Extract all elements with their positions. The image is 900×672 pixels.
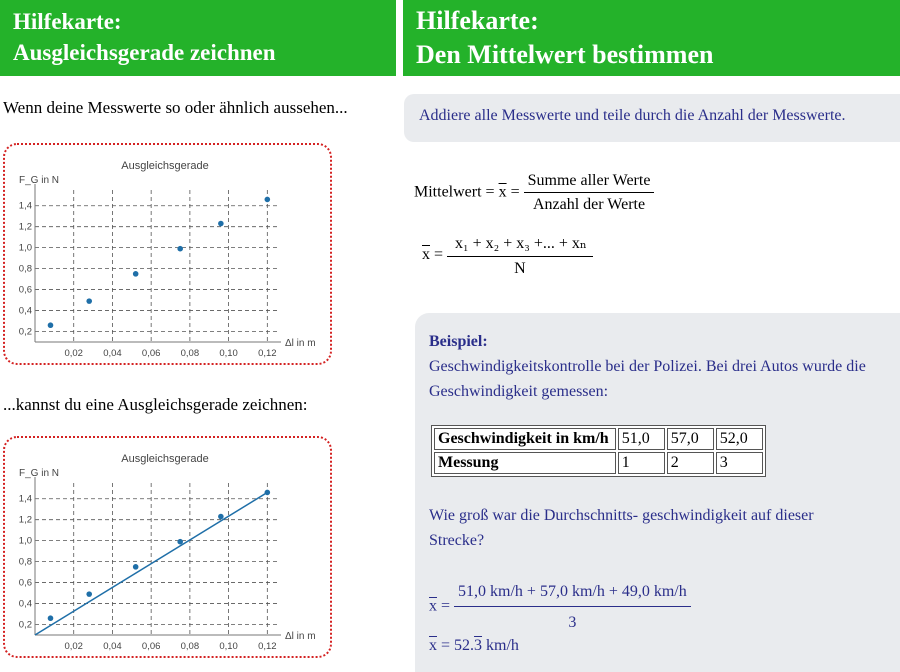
x-tick-label: 0,02 (64, 348, 83, 359)
table-cell: 52,0 (716, 428, 763, 450)
y-tick-label: 0,4 (18, 598, 32, 610)
right-banner-title: Hilfekarte: (416, 6, 539, 35)
fraction (454, 579, 691, 635)
table-cell: 2 (667, 452, 714, 474)
result-value: = 52. (441, 637, 475, 654)
equals-sign: = (441, 597, 451, 615)
middle-text: ...kannst du eine Ausgleichsgerade zeichnen: (3, 395, 308, 414)
denominator: N (514, 260, 526, 277)
right-banner (403, 0, 900, 76)
scatter-chart (5, 145, 330, 363)
data-point (48, 615, 54, 621)
y-axis-label: F_G in N (19, 468, 60, 479)
left-banner (0, 0, 396, 76)
table-cell: 1 (618, 452, 665, 474)
y-tick-label: 0,2 (18, 326, 32, 338)
data-point (265, 197, 271, 203)
fraction (524, 172, 655, 214)
example-box (415, 313, 900, 672)
data-point (218, 514, 224, 520)
y-tick-label: 1,2 (18, 514, 32, 526)
x-tick-label: 0,02 (64, 641, 83, 652)
x-tick-label: 0,06 (141, 641, 161, 652)
formula-label: Mittelwert = (414, 183, 495, 201)
x-tick-label: 0,10 (219, 348, 238, 359)
intro-text: Wenn deine Messwerte so oder ähnlich aussehen... (3, 98, 348, 117)
mean-sum-formula (422, 233, 593, 278)
data-point (177, 539, 183, 545)
repeating-digit: 3 (474, 637, 483, 654)
numerator: 51,0 km/h + 57,0 km/h + 49,0 km/h (454, 579, 691, 607)
table-row (434, 428, 763, 450)
y-tick-label: 0,2 (18, 619, 32, 631)
table-row-label: Messung (434, 452, 616, 474)
xbar-symbol: $\overline{x}$ (498, 183, 507, 201)
data-point (218, 221, 224, 227)
xbar-symbol: $\overline{x}$ (429, 597, 437, 615)
example-heading: Beispiel: (429, 333, 488, 350)
example-text: Geschwindigkeitskontrolle bei der Polizei. Bei drei Autos wurde die Geschwindigkeit gemessen: (429, 358, 866, 400)
equals-sign: = (510, 183, 520, 201)
data-point (133, 271, 139, 277)
example-question: Wie groß war die Durchschnitts- geschwindigkeit auf dieser Strecke? (429, 507, 814, 549)
right-banner-subtitle: Den Mittelwert bestimmen (416, 40, 714, 69)
data-point (133, 564, 139, 570)
denominator: Anzahl der Werte (532, 196, 646, 213)
data-point (265, 490, 271, 496)
table-row-label: Geschwindigkeit in km/h (434, 428, 616, 450)
denominator: 3 (568, 614, 577, 631)
table-cell: 57,0 (667, 428, 714, 450)
table-cell: 3 (716, 452, 763, 474)
y-tick-label: 1,0 (18, 535, 32, 547)
equals-sign: = (434, 246, 444, 264)
left-banner-title: Hilfekarte: (13, 9, 122, 34)
y-axis-label: F_G in N (19, 175, 60, 186)
x-tick-label: 0,08 (180, 348, 200, 359)
fraction (447, 233, 593, 278)
y-tick-label: 1,4 (18, 200, 32, 212)
speed-table (431, 425, 766, 477)
y-tick-label: 1,4 (18, 493, 32, 505)
fit-line-chart (5, 438, 330, 656)
y-tick-label: 1,0 (18, 242, 32, 254)
result-unit: km/h (482, 637, 519, 654)
chart-box-1 (3, 143, 332, 365)
x-axis-label: Δl in m (285, 631, 316, 642)
table-row (434, 452, 763, 474)
data-point (86, 298, 92, 304)
y-tick-label: 0,6 (18, 284, 32, 296)
numerator: x₁ + x₂ + x₃ +... + xₙ (447, 233, 593, 257)
result-formula (429, 633, 519, 658)
chart-title: Ausgleichsgerade (121, 453, 209, 465)
y-tick-label: 1,2 (18, 221, 32, 233)
x-axis-label: Δl in m (285, 338, 316, 349)
x-tick-label: 0,12 (258, 641, 277, 652)
chart-box-2 (3, 436, 332, 658)
data-point (86, 591, 92, 597)
x-tick-label: 0,08 (180, 641, 200, 652)
hint-box: Addiere alle Messwerte und teile durch die Anzahl der Messwerte. (404, 94, 900, 142)
xbar-symbol: $\overline{x}$ (429, 637, 437, 654)
numerator: Summe aller Werte (524, 172, 655, 193)
xbar-symbol: $\overline{x}$ (422, 246, 430, 264)
y-tick-label: 0,8 (18, 263, 32, 275)
data-point (48, 322, 54, 328)
data-point (177, 246, 183, 252)
mean-definition-formula (414, 172, 654, 214)
y-tick-label: 0,6 (18, 577, 32, 589)
chart-title: Ausgleichsgerade (121, 160, 209, 172)
calculation-formula (429, 579, 691, 635)
x-tick-label: 0,06 (141, 348, 161, 359)
table-cell: 51,0 (618, 428, 665, 450)
x-tick-label: 0,04 (103, 641, 122, 652)
x-tick-label: 0,04 (103, 348, 122, 359)
y-tick-label: 0,8 (18, 556, 32, 568)
left-banner-subtitle: Ausgleichsgerade zeichnen (13, 40, 276, 65)
x-tick-label: 0,12 (258, 348, 277, 359)
y-tick-label: 0,4 (18, 305, 32, 317)
x-tick-label: 0,10 (219, 641, 238, 652)
